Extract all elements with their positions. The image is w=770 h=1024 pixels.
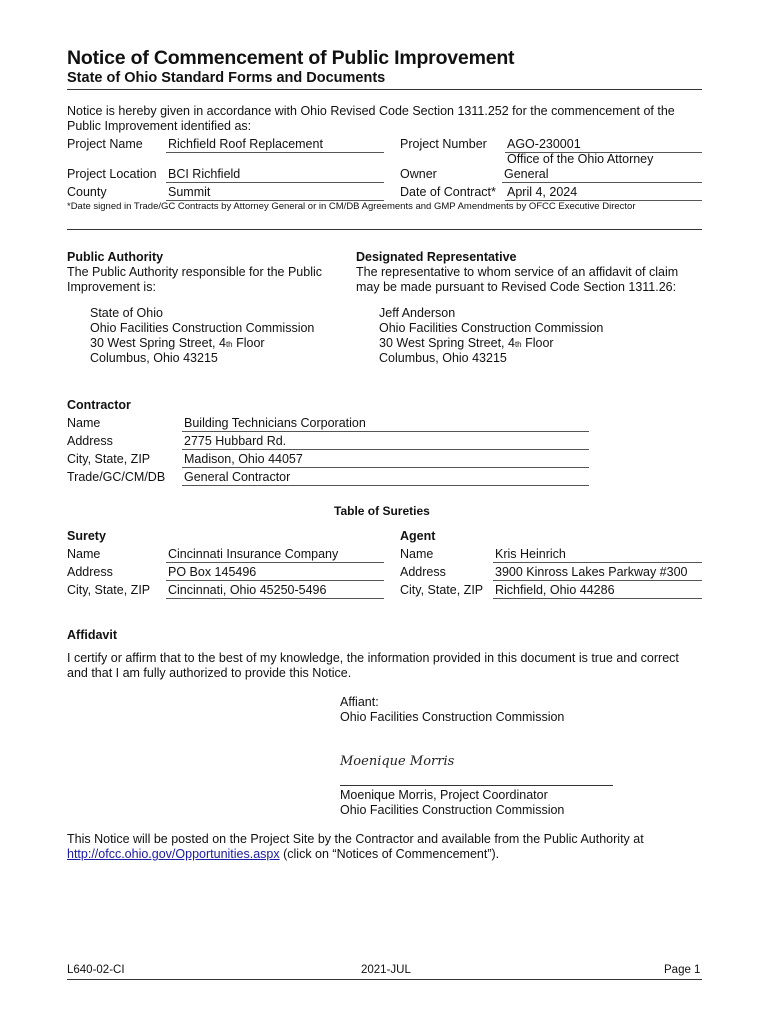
contractor-city-field: Madison, Ohio 44057 [182,452,589,468]
representative-addr-3-post: Floor [521,336,554,350]
agent-heading: Agent [400,529,436,543]
public-authority-addr-1: State of Ohio [90,306,163,320]
affidavit-heading: Affidavit [67,628,117,642]
contractor-name-field: Building Technicians Corporation [182,416,589,432]
agent-address-field: 3900 Kinross Lakes Parkway #300 [493,565,702,581]
date-of-contract-label: Date of Contract* [400,185,496,199]
contractor-city-label: City, State, ZIP [67,452,151,466]
section-rule [67,229,702,230]
page-subtitle: State of Ohio Standard Forms and Documents [67,70,386,86]
surety-city-field: Cincinnati, Ohio 45250-5496 [166,583,384,599]
project-number-field: AGO-230001 [505,137,702,153]
public-authority-addr-3-sup: th [225,340,233,349]
form-id: L640-02-CI [67,964,125,976]
contractor-type-label: Trade/GC/CM/DB [67,470,166,484]
project-number-label: Project Number [400,137,487,151]
posting-text-2 [67,847,499,861]
surety-address-label: Address [67,565,113,579]
county-field: Summit [166,185,384,201]
opportunities-link[interactable]: http://ofcc.ohio.gov/Opportunities.aspx [67,847,280,861]
representative-addr-3-pre: 30 West Spring Street, 4 [379,336,515,350]
representative-addr-1: Jeff Anderson [379,306,456,320]
county-label: County [67,185,107,199]
representative-heading: Designated Representative [356,250,517,264]
surety-city-label: City, State, ZIP [67,583,151,597]
posting-text-1: This Notice will be posted on the Project Site by the Contractor and available from the Public Authority at [67,832,644,846]
agent-city-label: City, State, ZIP [400,583,484,597]
surety-address-field: PO Box 145496 [166,565,384,581]
header-rule [67,89,702,90]
representative-addr-3-sup: th [514,340,522,349]
signer-org: Ohio Facilities Construction Commission [340,803,565,817]
agent-name-label: Name [400,547,434,561]
affiant-label: Affiant: [340,695,379,709]
form-version: 2021-JUL [361,964,411,976]
intro-line-2: Public Improvement identified as: [67,119,252,133]
project-location-label: Project Location [67,167,157,181]
public-authority-addr-3-post: Floor [232,336,265,350]
public-authority-addr-3-pre: 30 West Spring Street, 4 [90,336,226,350]
project-location-field: BCI Richfield [166,167,384,183]
affidavit-text-2: and that I am fully authorized to provide this Notice. [67,666,352,680]
public-authority-heading: Public Authority [67,250,164,264]
contractor-heading: Contractor [67,398,131,412]
surety-heading: Surety [67,529,106,543]
owner-line-1: Office of the Ohio Attorney [507,152,654,166]
footer-rule [67,979,702,980]
contractor-name-label: Name [67,416,101,430]
contractor-address-label: Address [67,434,113,448]
owner-label: Owner [400,167,437,181]
public-authority-desc-2: Improvement is: [67,280,156,294]
representative-addr-3 [379,336,554,350]
representative-addr-2: Ohio Facilities Construction Commission [379,321,604,335]
posting-text-2-rest: (click on “Notices of Commencement”). [279,847,500,861]
project-name-field: Richfield Roof Replacement [166,137,384,153]
contractor-address-field: 2775 Hubbard Rd. [182,434,589,450]
page-number: Page 1 [664,964,701,976]
representative-desc-1: The representative to whom service of an affidavit of claim [356,265,679,279]
affiant-org: Ohio Facilities Construction Commission [340,710,565,724]
sureties-table-title: Table of Sureties [334,504,430,518]
project-name-label: Project Name [67,137,143,151]
signature-line [340,785,613,786]
public-authority-addr-3 [90,336,265,350]
agent-city-field: Richfield, Ohio 44286 [493,583,702,599]
surety-name-label: Name [67,547,101,561]
intro-line-1: Notice is hereby given in accordance with Ohio Revised Code Section 1311.252 for the commencement of the [67,104,675,118]
owner-line-2: General [502,167,702,183]
representative-addr-4: Columbus, Ohio 43215 [379,351,507,365]
public-authority-desc-1: The Public Authority responsible for the Public [67,265,322,279]
representative-desc-2: may be made pursuant to Revised Code Section 1311.26: [356,280,677,294]
agent-address-label: Address [400,565,446,579]
affidavit-text-1: I certify or affirm that to the best of my knowledge, the information provided in this document is true and correct [67,651,679,665]
date-of-contract-field: April 4, 2024 [505,185,702,201]
signer-name-title: Moenique Morris, Project Coordinator [340,788,548,802]
public-authority-addr-4: Columbus, Ohio 43215 [90,351,218,365]
date-footnote: *Date signed in Trade/GC Contracts by Attorney General or in CM/DB Agreements and GMP Amendments by OFCC Executive Director [67,201,636,212]
handwritten-signature: Moenique Morris [340,754,455,769]
public-authority-addr-2: Ohio Facilities Construction Commission [90,321,315,335]
surety-name-field: Cincinnati Insurance Company [166,547,384,563]
contractor-type-field: General Contractor [182,470,589,486]
page-title: Notice of Commencement of Public Improvement [67,47,515,69]
agent-name-field: Kris Heinrich [493,547,702,563]
